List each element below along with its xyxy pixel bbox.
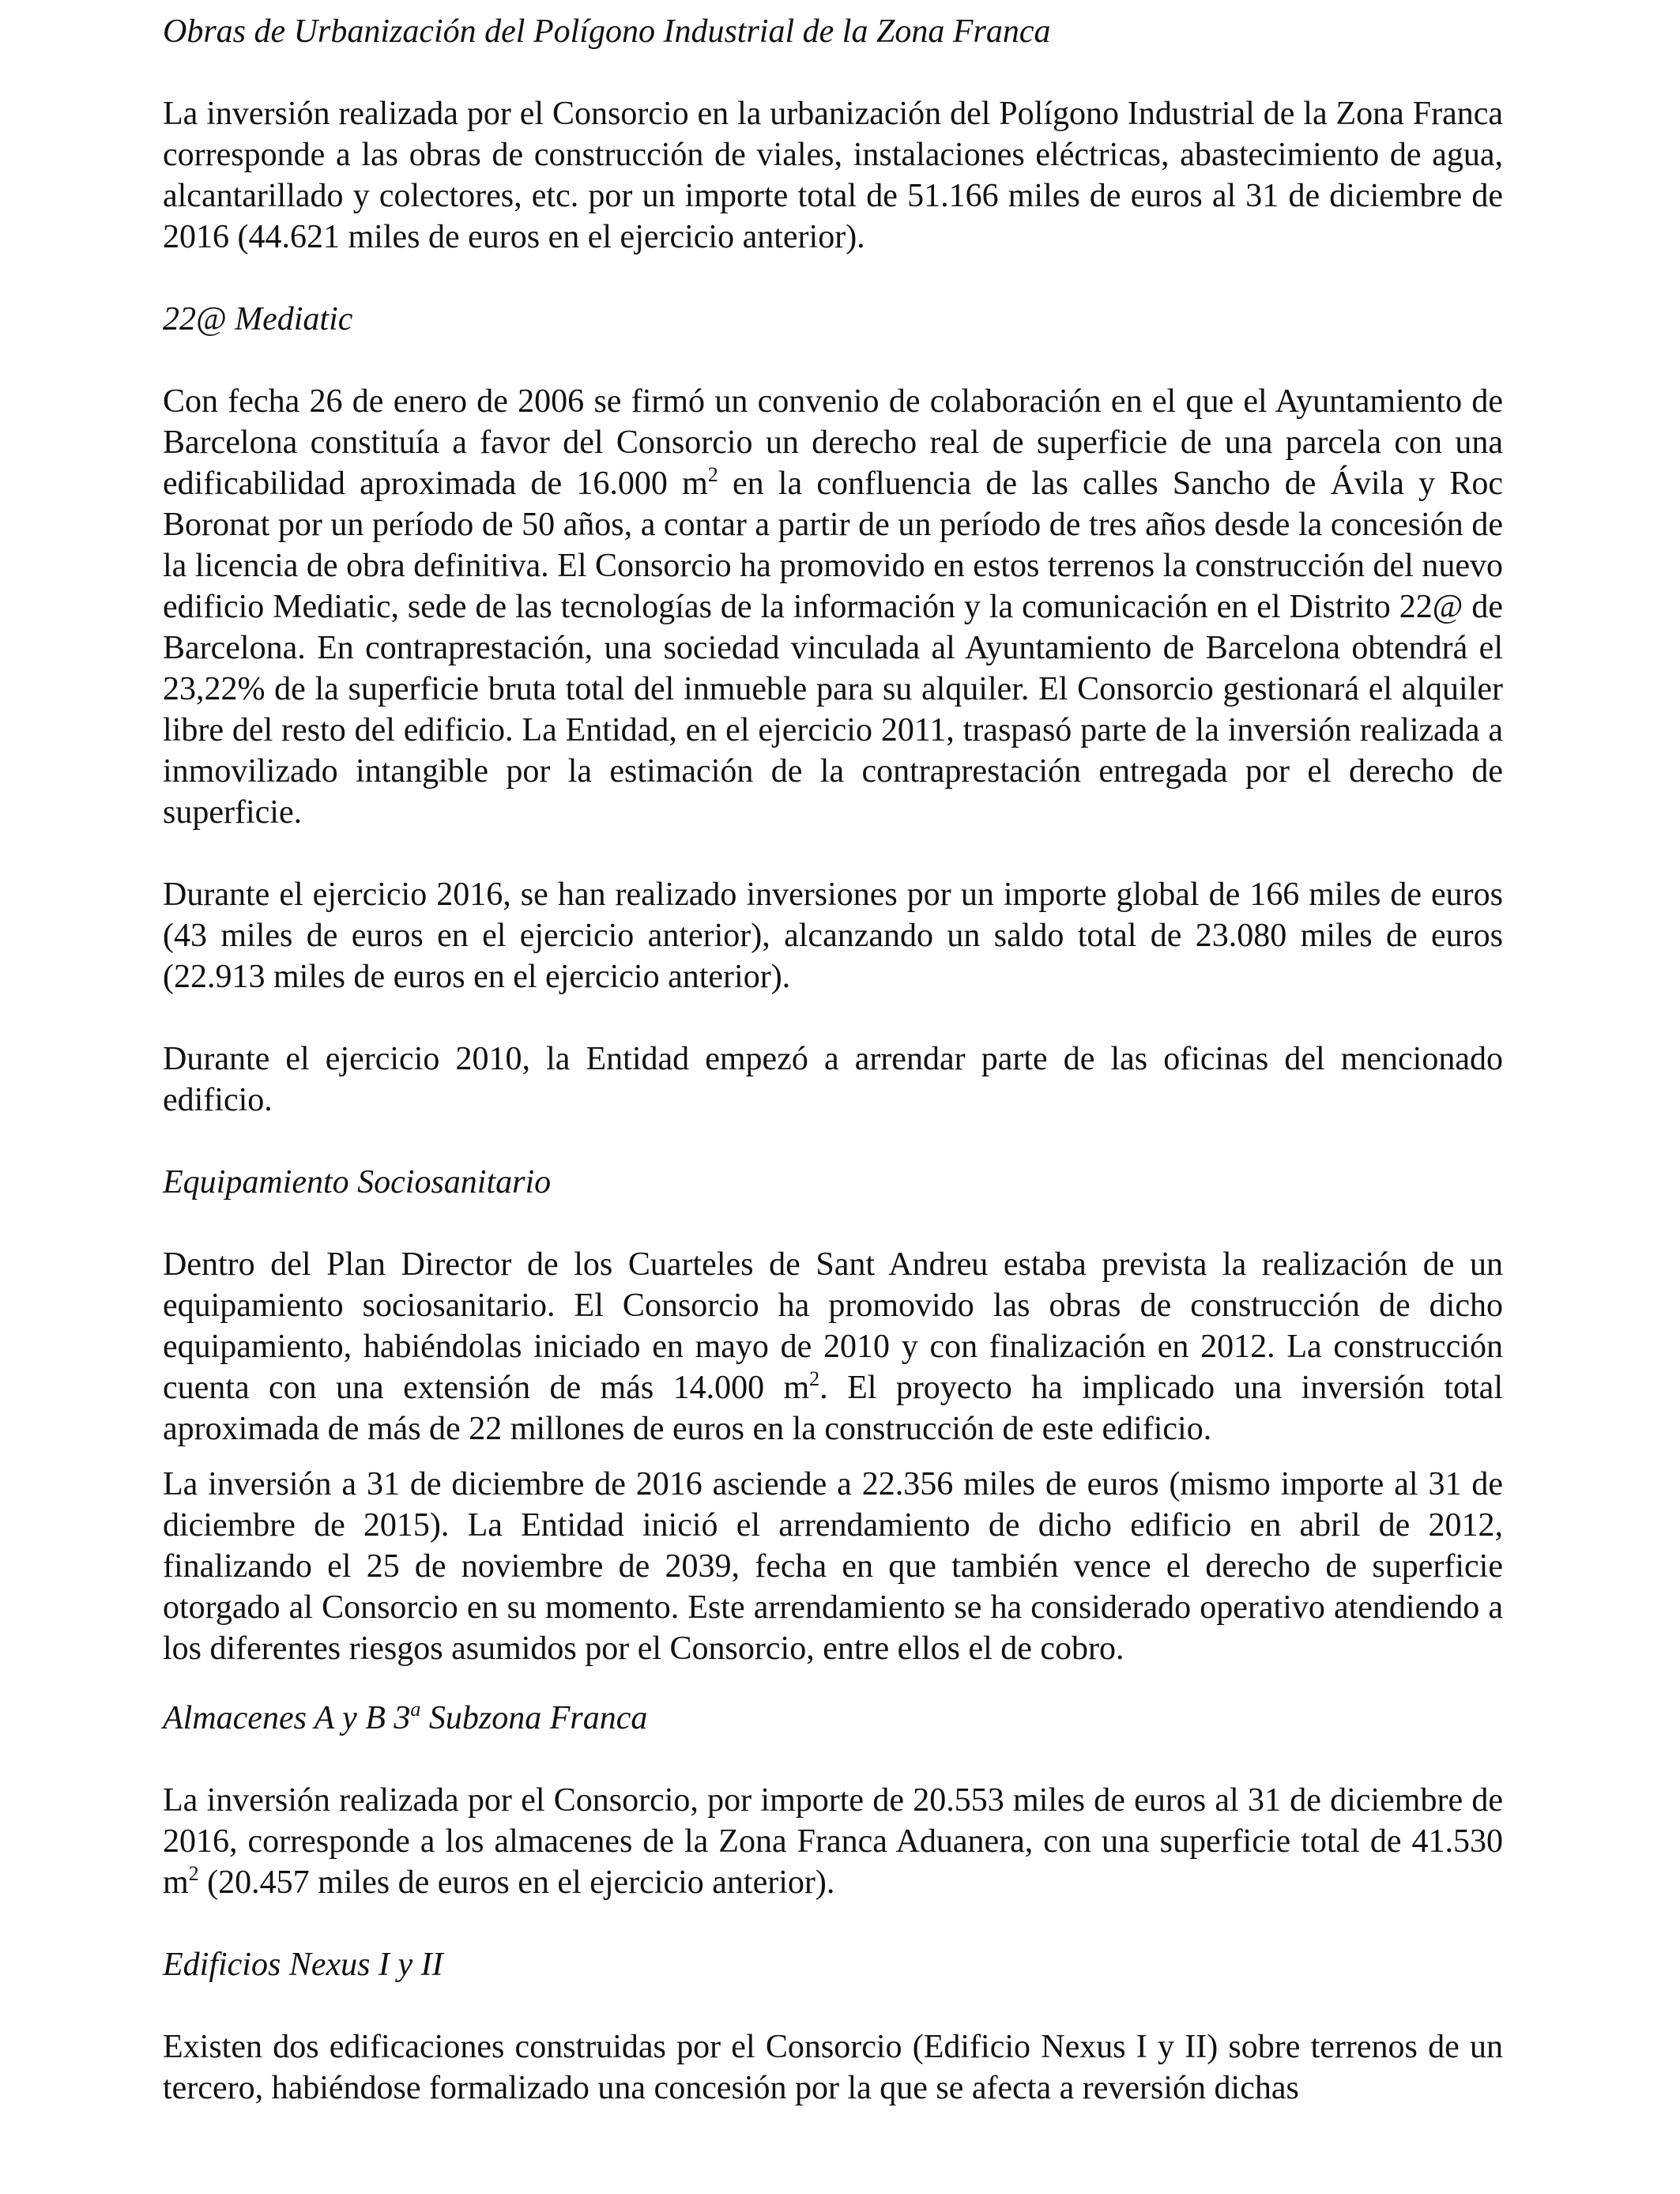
text-run: Subzona Franca [420,1700,648,1736]
section-heading-mediatic: 22@ Mediatic [163,301,353,337]
section-heading-sociosanitario: Equipamiento Sociosanitario [163,1164,552,1201]
superscript: 2 [809,1367,820,1390]
text-run: (20.457 miles de euros en el ejercicio anterior). [198,1864,835,1901]
paragraph-sociosanitario-plan [163,1244,1503,1449]
section-heading-nexus: Edificios Nexus I y II [163,1947,443,1983]
text-run: Con fecha 26 de enero de 2006 se firmó un convenio de colaboración en el que el Ayuntamiento de Barcelona constituía a favor del Consorcio un derecho real de superficie de una parcela con una edificabilidad aproximada de 16.000 m [163,383,1503,502]
paragraph-mediatic-rental: Durante el ejercicio 2010, la Entidad empezó a arrendar parte de las oficinas del mencionado edificio. [163,1041,1503,1118]
text-run: . El proyecto ha implicado una inversión total aproximada de más de 22 millones de euros en la construcción de este edificio. [163,1370,1503,1447]
paragraph-mediatic-agreement [163,381,1503,833]
text-run: La inversión realizada por el Consorcio, por importe de 20.553 miles de euros al 31 de diciembre de 2016, corresponde a los almacenes de la Zona Franca Aduanera, con una superficie total de 41.530 m [163,1782,1503,1901]
section-heading-poligono: Obras de Urbanización del Polígono Industrial de la Zona Franca [163,13,1051,50]
paragraph-mediatic-investments: Durante el ejercicio 2016, se han realizado inversiones por un importe global de 166 miles de euros (43 miles de euros en el ejercicio anterior), alcanzando un saldo total de 23.080 miles de euros (22.913 miles de euros en el ejercicio anterior). [163,876,1503,995]
section-heading-almacenes [163,1698,1503,1739]
superscript: 2 [188,1862,199,1885]
text-run: en la confluencia de las calles Sancho de Ávila y Roc Boronat por un período de 50 años, a contar a partir de un período de tres años desde la concesión de la licencia de obra definitiva. El Consorcio ha promovido en estos terrenos la construcción del nuevo edificio Mediatic, sede de las tecnologías de la información y la comunicación en el Distrito 22@ de Barcelona. En contraprestación, una sociedad vinculada al Ayuntamiento de Barcelona obtendrá el 23,22% de la superficie bruta total del inmueble para su alquiler. El Consorcio gestionará el alquiler libre del resto del edificio. La Entidad, en el ejercicio 2011, traspasó parte de la inversión realizada a inmovilizado intangible por la estimación de la contraprestación entregada por el derecho de superficie. [163,466,1503,831]
text-run: Dentro del Plan Director de los Cuarteles de Sant Andreu estaba prevista la realización de un equipamiento sociosanitario. El Consorcio ha promovido las obras de construcción de dicho equipamiento, habiéndolas iniciado en mayo de 2010 y con finalización en 2012. La construcción cuenta con una extensión de más 14.000 m [163,1246,1503,1406]
superscript: 2 [707,463,718,486]
paragraph-nexus-buildings: Existen dos edificaciones construidas por el Consorcio (Edificio Nexus I y II) sobre terrenos de un tercero, habiéndose formalizado una concesión por la que se afecta a reversión dichas [163,2029,1503,2106]
text-run: Almacenes A y B 3 [163,1700,411,1736]
paragraph-poligono-investment: La inversión realizada por el Consorcio en la urbanización del Polígono Industrial de la Zona Franca corresponde a las obras de construcción de viales, instalaciones eléctricas, abastecimiento de agua, alcantarillado y colectores, etc. por un importe total de 51.166 miles de euros al 31 de diciembre de 2016 (44.621 miles de euros en el ejercicio anterior). [163,96,1503,255]
superscript: a [410,1698,421,1721]
paragraph-almacenes-investment [163,1780,1503,1903]
document-page [163,11,1503,2109]
paragraph-sociosanitario-investment: La inversión a 31 de diciembre de 2016 asciende a 22.356 miles de euros (mismo importe al 31 de diciembre de 2015). La Entidad inició el arrendamiento de dicho edificio en abril de 2012, finalizando el 25 de noviembre de 2039, fecha en que también vence el derecho de superficie otorgado al Consorcio en su momento. Este arrendamiento se ha considerado operativo atendiendo a los diferentes riesgos asumidos por el Consorcio, entre ellos el de cobro. [163,1466,1503,1667]
